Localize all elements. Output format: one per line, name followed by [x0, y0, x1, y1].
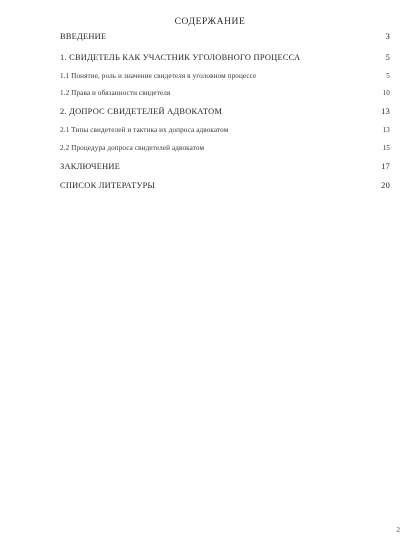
- toc-entry-page: 17: [381, 162, 390, 171]
- toc-entry: [60, 181, 390, 190]
- toc-entry: [60, 53, 390, 62]
- toc-entry-text: ЗАКЛЮЧЕНИЕ: [60, 162, 121, 171]
- toc-entry-page: 5: [386, 72, 390, 80]
- toc-title: СОДЕРЖАНИЕ: [174, 17, 246, 27]
- toc-entry: [60, 144, 390, 152]
- toc-entry-page: 3: [385, 32, 390, 41]
- page-number: 2: [396, 526, 400, 534]
- toc-entry-text: 2. ДОПРОС СВИДЕТЕЛЕЙ АДВОКАТОМ: [60, 107, 223, 116]
- toc-entry: [60, 32, 390, 41]
- toc-entry: [60, 162, 390, 171]
- toc-entry-text: 2.1 Типы свидетелей и тактика их допроса адвокатом: [60, 126, 229, 134]
- toc-entry-text: 2.2 Процедура допроса свидетелей адвокатом: [60, 144, 205, 152]
- toc-entry-page: 10: [382, 89, 390, 97]
- toc-entry-page: 13: [381, 107, 390, 116]
- toc-entry-text: ВВЕДЕНИЕ: [60, 32, 107, 41]
- toc-entry-page: 5: [385, 53, 390, 62]
- toc-entry-text: 1.2 Права и обязанности свидетеля: [60, 89, 171, 97]
- toc-entry-text: СПИСОК ЛИТЕРАТУРЫ: [60, 181, 156, 190]
- toc-entry: [60, 126, 390, 134]
- toc-entry-page: 20: [381, 181, 390, 190]
- toc-entry-text: 1.1 Понятие, роль и значение свидетеля в уголовном процессе: [60, 72, 257, 80]
- toc-entry: [60, 72, 390, 80]
- toc-entry-page: 15: [382, 144, 390, 152]
- toc-entry-text: 1. СВИДЕТЕЛЬ КАК УЧАСТНИК УГОЛОВНОГО ПРОЦЕССА: [60, 53, 301, 62]
- toc-entry: [60, 107, 390, 116]
- toc-entry-page: 13: [382, 126, 390, 134]
- toc-entry: [60, 89, 390, 97]
